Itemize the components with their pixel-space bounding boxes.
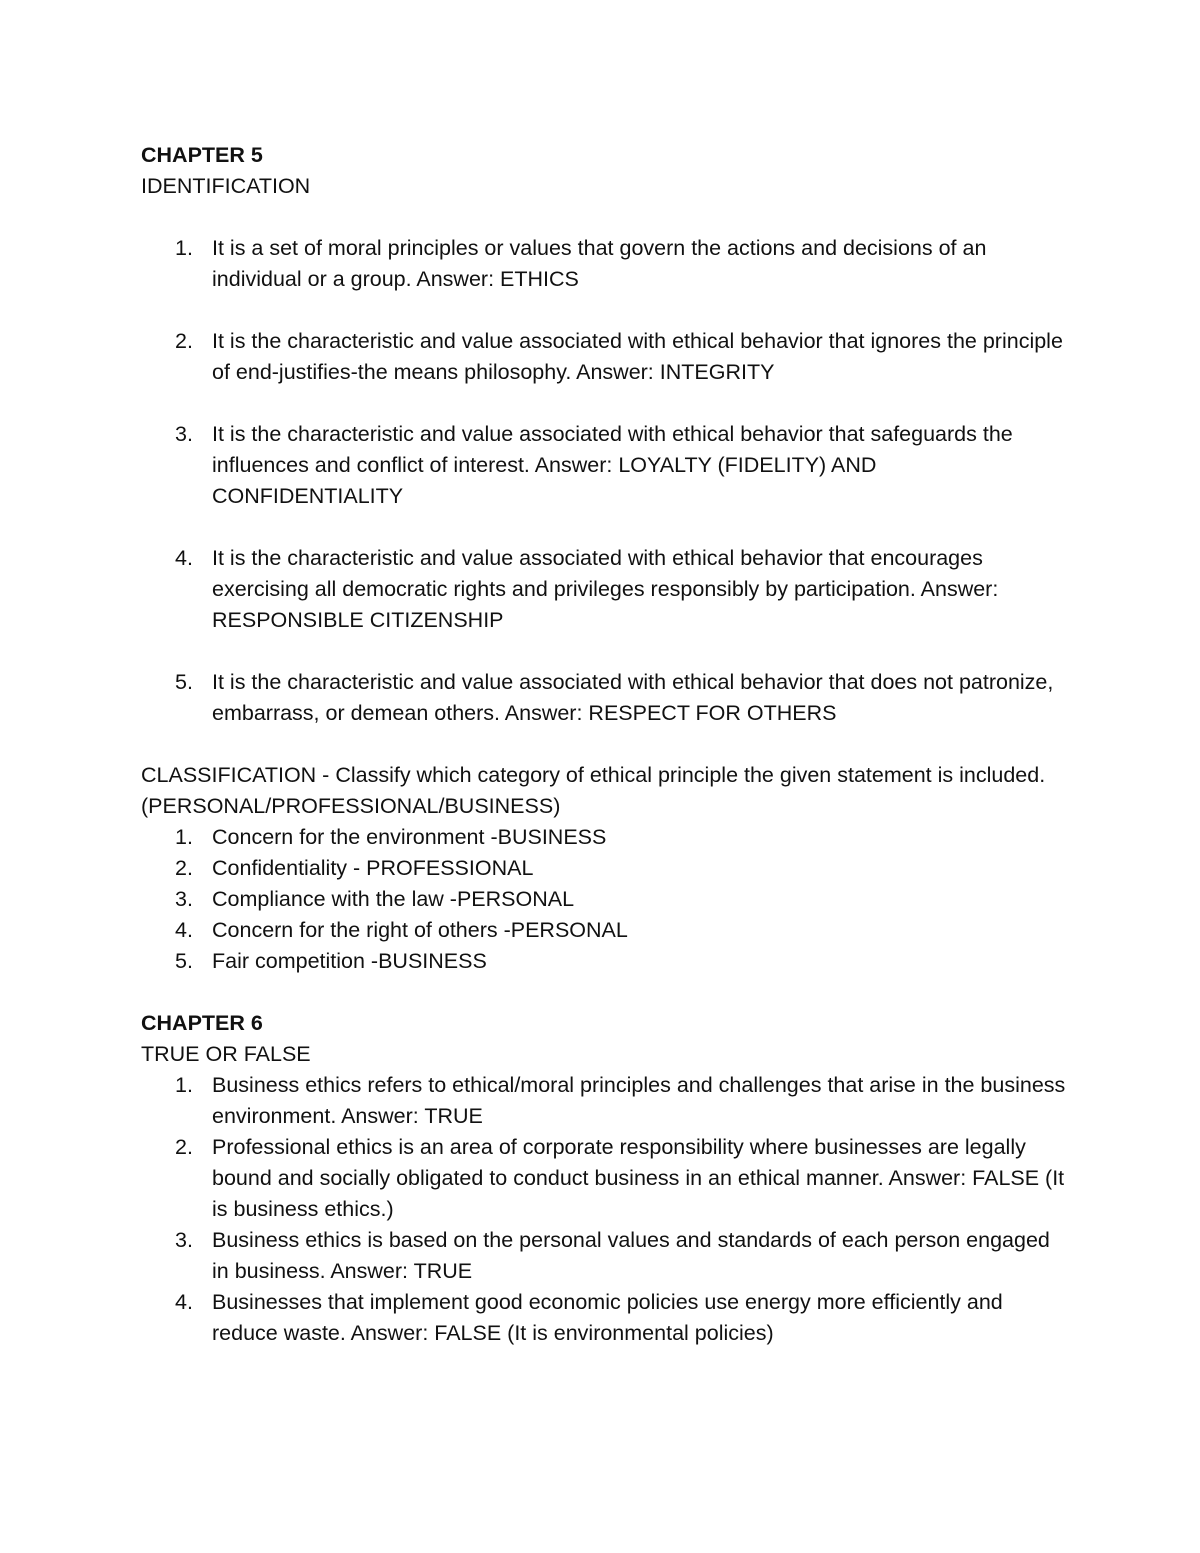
identification-heading: IDENTIFICATION (141, 174, 311, 198)
item-text: It is the characteristic and value associated with ethical behavior that encourages exercising all democratic rights and privileges responsibly by participation. Answer: RESPONSIBLE CITIZENSHIP (212, 546, 999, 632)
true-false-heading: TRUE OR FALSE (141, 1042, 311, 1066)
item-text: It is the characteristic and value associated with ethical behavior that ignores the principle of end-justifies-the means philosophy. Answer: INTEGRITY (212, 329, 1063, 384)
item-text: Concern for the environment -BUSINESS (212, 825, 607, 849)
list-item (141, 419, 1071, 512)
list-item (141, 667, 1071, 729)
item-text: Confidentiality - PROFESSIONAL (212, 856, 534, 880)
item-number: 3. (175, 887, 193, 911)
spacer (141, 977, 1071, 1008)
list-item (141, 1287, 1071, 1349)
list-item (141, 853, 1071, 884)
list-item (141, 1070, 1071, 1132)
list-item (141, 946, 1071, 977)
item-text: Fair competition -BUSINESS (212, 949, 487, 973)
item-number: 4. (175, 918, 193, 942)
chapter-6-title: CHAPTER 6 (141, 1011, 263, 1035)
item-number: 1. (175, 1073, 193, 1097)
list-item (141, 543, 1071, 636)
item-text: It is the characteristic and value associated with ethical behavior that does not patronize, embarrass, or demean others. Answer: RESPECT FOR OTHERS (212, 670, 1054, 725)
item-text: Concern for the right of others -PERSONAL (212, 918, 628, 942)
item-text: Compliance with the law -PERSONAL (212, 887, 575, 911)
item-number: 4. (175, 546, 193, 570)
chapter-5-title: CHAPTER 5 (141, 143, 263, 167)
item-text: Professional ethics is an area of corporate responsibility where businesses are legally bound and socially obligated to conduct business in an ethical manner. Answer: FALSE (It is business ethics.) (212, 1135, 1065, 1221)
item-number: 3. (175, 1228, 193, 1252)
item-text: Businesses that implement good economic policies use energy more efficiently and reduce waste. Answer: FALSE (It is environmental policies) (212, 1290, 1003, 1345)
list-item (141, 233, 1071, 295)
list-item (141, 822, 1071, 853)
item-number: 1. (175, 236, 193, 260)
item-number: 2. (175, 856, 193, 880)
true-false-list (141, 1070, 1071, 1349)
item-number: 4. (175, 1290, 193, 1314)
item-text: It is a set of moral principles or values that govern the actions and decisions of an individual or a group. Answer: ETHICS (212, 236, 987, 291)
list-item (141, 326, 1071, 388)
list-item (141, 1225, 1071, 1287)
item-number: 1. (175, 825, 193, 849)
item-number: 5. (175, 949, 193, 973)
item-text: Business ethics refers to ethical/moral principles and challenges that arise in the business environment. Answer: TRUE (212, 1073, 1066, 1128)
classification-intro: CLASSIFICATION - Classify which category of ethical principle the given statement is included. (PERSONAL/PROFESSIONAL/BUSINESS) (141, 763, 1046, 818)
item-number: 2. (175, 1135, 193, 1159)
item-number: 5. (175, 670, 193, 694)
identification-list (141, 233, 1071, 729)
classification-list (141, 822, 1071, 977)
list-item (141, 1132, 1071, 1225)
item-text: Business ethics is based on the personal values and standards of each person engaged in business. Answer: TRUE (212, 1228, 1050, 1283)
list-item (141, 915, 1071, 946)
item-text: It is the characteristic and value associated with ethical behavior that safeguards the influences and conflict of interest. Answer: LOYALTY (FIDELITY) AND CONFIDENTIALITY (212, 422, 1013, 508)
spacer (141, 729, 1071, 760)
item-number: 3. (175, 422, 193, 446)
item-number: 2. (175, 329, 193, 353)
document-page (141, 140, 1071, 1349)
list-item (141, 884, 1071, 915)
